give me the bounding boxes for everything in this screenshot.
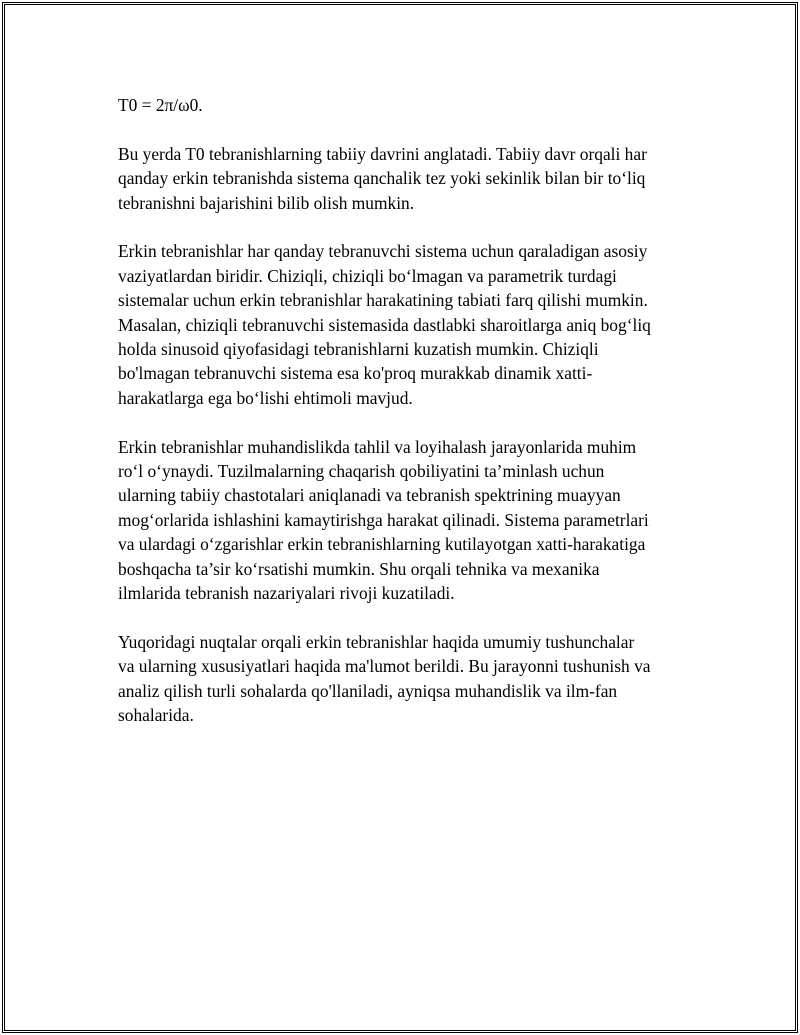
paragraph-line: mog‘orlarida ishlashini kamaytirishga harakat qilinadi. Sistema parametrlari bbox=[118, 509, 649, 530]
document-body bbox=[118, 93, 698, 752]
formula-line: T0 = 2π/ω0. bbox=[118, 95, 203, 115]
paragraph-line: Bu yerda T0 tebranishlarning tabiiy davrini anglatadi. Tabiiy davr orqali har bbox=[118, 143, 647, 164]
paragraph-line: ro‘l o‘ynaydi. Tuzilmalarning chaqarish qobiliyatini ta’minlash uchun bbox=[118, 461, 605, 482]
paragraph-line: analiz qilish turli sohalarda qo'llaniladi, ayniqsa muhandislik va ilm-fan bbox=[118, 680, 618, 701]
paragraph-line: qanday erkin tebranishda sistema qanchalik tez yoki sekinlik bilan bir to‘liq bbox=[118, 168, 646, 189]
paragraph-line: tebranishni bajarishini bilib olish mumkin. bbox=[118, 192, 415, 213]
paragraph-line: boshqacha ta’sir ko‘rsatishi mumkin. Shu orqali tehnika va mexanika bbox=[118, 558, 600, 579]
paragraph-line: Masalan, chiziqli tebranuvchi sistemasida dastlabki sharoitlarga aniq bog‘liq bbox=[118, 314, 651, 335]
paragraph-line: ularning tabiiy chastotalari aniqlanadi va tebranish spektrining muayyan bbox=[118, 485, 621, 506]
paragraph-line: holda sinusoid qiyofasidagi tebranishlarni kuzatish mumkin. Chiziqli bbox=[118, 339, 599, 360]
paragraph-line: sohalarida. bbox=[118, 705, 194, 726]
paragraph-line: harakatlarga ega bo‘lishi ehtimoli mavjud. bbox=[118, 387, 413, 408]
paragraph-1 bbox=[118, 142, 698, 215]
paragraph-line: sistemalar uchun erkin tebranishlar harakatining tabiati farq qilishi mumkin. bbox=[118, 290, 648, 311]
paragraph-line: Erkin tebranishlar har qanday tebranuvchi sistema uchun qaraladigan asosiy bbox=[118, 241, 648, 262]
paragraph-line: ilmlarida tebranish nazariyalari rivoji kuzatiladi. bbox=[118, 583, 455, 604]
paragraph-line: Yuqoridagi nuqtalar orqali erkin tebranishlar haqida umumiy tushunchalar bbox=[118, 631, 635, 652]
paragraph-line: va ularning xususiyatlari haqida ma'lumot berildi. Bu jarayonni tushunish va bbox=[118, 656, 651, 677]
paragraph-line: vaziyatlardan biridir. Chiziqli, chiziqli bo‘lmagan va parametrik turdagi bbox=[118, 265, 617, 286]
paragraph-line: bo'lmagan tebranuvchi sistema esa ko'proq murakkab dinamik xatti- bbox=[118, 363, 593, 384]
paragraph-line: Erkin tebranishlar muhandislikda tahlil va loyihalash jarayonlarida muhim bbox=[118, 436, 637, 457]
paragraph-3 bbox=[118, 435, 698, 606]
paragraph-line: va ulardagi o‘zgarishlar erkin tebranishlarning kutilayotgan xatti-harakatiga bbox=[118, 534, 646, 555]
paragraph-4 bbox=[118, 630, 698, 728]
paragraph-2 bbox=[118, 239, 698, 410]
